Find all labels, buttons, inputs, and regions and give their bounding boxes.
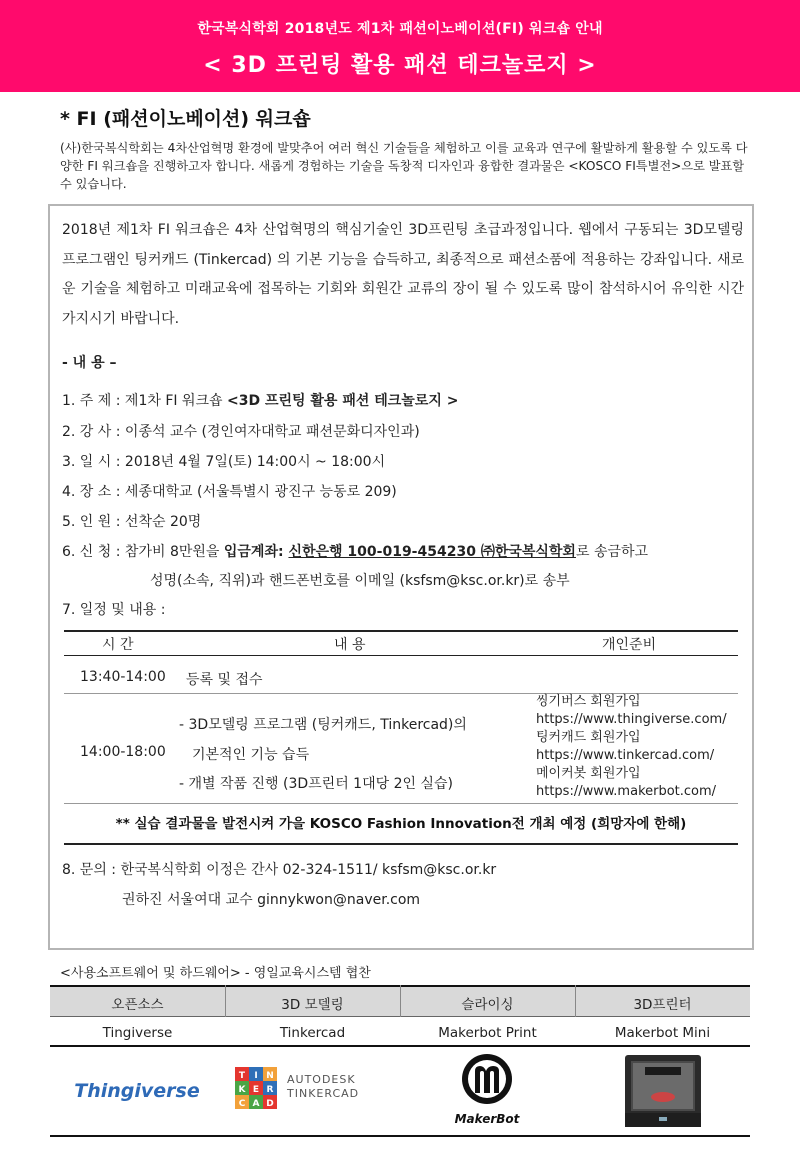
banner-title: < 3D 프린팅 활용 패션 테크놀로지 > (203, 53, 597, 78)
schedule-header-prep: 개인준비 (602, 637, 657, 653)
software-header-modeling: 3D 모델링 (281, 997, 344, 1013)
svg-text:K: K (238, 1085, 246, 1095)
schedule-table (64, 630, 738, 846)
autodesk-text: AUTODESK (287, 1073, 356, 1086)
item-topic (62, 390, 458, 410)
header-divider-2 (400, 985, 401, 1017)
software-name-makerbot-mini: Makerbot Mini (614, 1025, 711, 1041)
description-paragraph: 2018년 제1차 FI 워크숍은 4차 산업혁명의 핵심기술인 3D프린팅 초급과정입니다. 웹에서 구동되는 3D모델링 프로그램인 팅커캐드 (Tinkercad) 의 기본 기능을 습득하고, 최종적으로 패션소품에 적용하는 강좌입니다. 새로운 기술을 체험하고 미래교육에 접목하는 기회와 회원간 교류의 장이 될 수 있도록 많이 참석하시어 유익한 시간 가지시기 바랍니다. (62, 222, 744, 327)
prep-makerbot-url[interactable]: https://www.makerbot.com/ (536, 784, 717, 799)
item-capacity: 5. 인 원 : 선착순 20명 (62, 514, 202, 530)
header-divider-3 (575, 985, 576, 1017)
svg-text:C: C (238, 1099, 246, 1109)
schedule-row2-content-3: - 개별 작품 진행 (3D프린터 1대당 2인 실습) (179, 776, 453, 792)
section-heading: - 내 용 – (62, 355, 117, 371)
content-box (48, 204, 754, 950)
topic-label: 1. 주 제 : 제1차 FI 워크숍 (62, 393, 227, 409)
software-table (50, 985, 750, 1137)
schedule-row2-content-2: 기본적인 기능 습득 (192, 747, 310, 763)
schedule-note-divider (64, 803, 738, 804)
makerbot-logo-text: MakerBot (454, 1112, 520, 1126)
header-divider-1 (225, 985, 226, 1017)
makerbot-logo (400, 1049, 575, 1133)
schedule-row2-content-1: - 3D모델링 프로그램 (팅커캐드, Tinkercad)의 (179, 717, 467, 733)
schedule-row1-content: 등록 및 접수 (186, 672, 263, 688)
svg-text:I: I (254, 1071, 258, 1081)
apply-tail: 로 송금하고 (575, 544, 649, 560)
item-lecturer: 2. 강 사 : 이종석 교수 (경인여자대학교 패션문화디자인과) (62, 424, 420, 440)
printer-icon (625, 1055, 701, 1127)
thingiverse-logo (50, 1049, 225, 1133)
schedule-top-rule (64, 630, 738, 632)
schedule-note: ** 실습 결과물을 발전시켜 가을 KOSCO Fashion Innovation전 개최 예정 (희망자에 한해) (115, 816, 687, 832)
contact-line-2: 권하진 서울여대 교수 ginnykwon@naver.com (122, 892, 421, 908)
tinkercad-grid-icon (235, 1067, 277, 1109)
topic-value: <3D 프린팅 활용 패션 테크놀로지 > (226, 393, 459, 409)
workshop-intro: (사)한국복식학회는 4차산업혁명 환경에 발맞추어 여러 혁신 기술들을 체험하고 이를 교육과 연구에 활발하게 활용할 수 있도록 다양한 FI 워크숍을 진행하고자 합니다. 새롭게 경험하는 기술을 독창적 디자인과 융합한 결과물은 <KOSCO FI특별전>으로 발표할 수 있습니다. (60, 141, 748, 191)
apply-label: 6. 신 청 : 참가비 8만원을 (62, 544, 224, 560)
svg-text:A: A (252, 1099, 260, 1109)
item-place: 4. 장 소 : 세종대학교 (서울특별시 광진구 능동로 209) (62, 484, 397, 500)
prep-thingiverse-signup: 씽기버스 회원가입 (536, 694, 641, 709)
item-datetime: 3. 일 시 : 2018년 4월 7일(토) 14:00시 ~ 18:00시 (62, 454, 386, 470)
apply-account-label: 입금계좌: (223, 544, 289, 560)
prep-thingiverse-url[interactable]: https://www.thingiverse.com/ (536, 712, 727, 727)
item-apply (62, 541, 648, 561)
item-apply-line2: 성명(소속, 직위)과 핸드폰번호를 이메일 (ksfsm@ksc.or.kr)로 송부 (150, 573, 570, 589)
software-name-makerbot-print: Makerbot Print (438, 1025, 537, 1041)
schedule-header-content: 내 용 (334, 637, 366, 653)
tinkercad-text: TINKERCAD (287, 1087, 360, 1100)
software-bottom-rule (50, 1135, 750, 1137)
svg-text:N: N (266, 1071, 274, 1081)
schedule-row1-time: 13:40-14:00 (80, 669, 166, 685)
banner-subtitle: 한국복식학회 2018년도 제1차 패션이노베이션(FI) 워크숍 안내 (197, 21, 603, 37)
makerbot-m-icon (462, 1054, 512, 1104)
software-names-rule (50, 1045, 750, 1047)
svg-text:E: E (252, 1085, 260, 1095)
contact-line-1: 8. 문의 : 한국복식학회 이정은 간사 02-324-1511/ ksfsm@ksc.or.kr (62, 862, 497, 878)
software-name-tinkercad: Tinkercad (279, 1025, 346, 1041)
prep-tinkercad-signup: 팅커캐드 회원가입 (536, 730, 641, 745)
svg-text:D: D (266, 1099, 274, 1109)
item-schedule-label: 7. 일정 및 내용 : (62, 602, 166, 618)
svg-text:R: R (266, 1085, 274, 1095)
support-caption: <사용소프트웨어 및 하드웨어> - 영일교육시스템 협찬 (60, 966, 371, 981)
workshop-title: * FI (패션이노베이션) 워크숍 (60, 108, 311, 130)
software-header-opensource: 오픈소스 (111, 997, 164, 1013)
prep-makerbot-signup: 메이커봇 회원가입 (536, 766, 641, 781)
software-name-thingiverse: Tingiverse (102, 1025, 173, 1041)
schedule-row2-time: 14:00-18:00 (80, 744, 166, 760)
software-header-slicing: 슬라이싱 (461, 997, 514, 1013)
svg-text:T: T (238, 1071, 246, 1081)
thingiverse-logo-text: Thingiverse (74, 1080, 200, 1102)
schedule-bottom-rule (64, 843, 738, 845)
makerbot-mini-image (575, 1049, 750, 1133)
prep-tinkercad-url[interactable]: https://www.tinkercad.com/ (536, 748, 715, 763)
header-banner (0, 0, 800, 92)
schedule-header-rule (64, 655, 738, 656)
apply-account: 신한은행 100-019-454230 ㈜한국복식학회 (288, 544, 576, 560)
software-header-printer: 3D프린터 (633, 997, 692, 1013)
schedule-header-time: 시 간 (102, 637, 134, 653)
tinkercad-logo (225, 1049, 400, 1133)
